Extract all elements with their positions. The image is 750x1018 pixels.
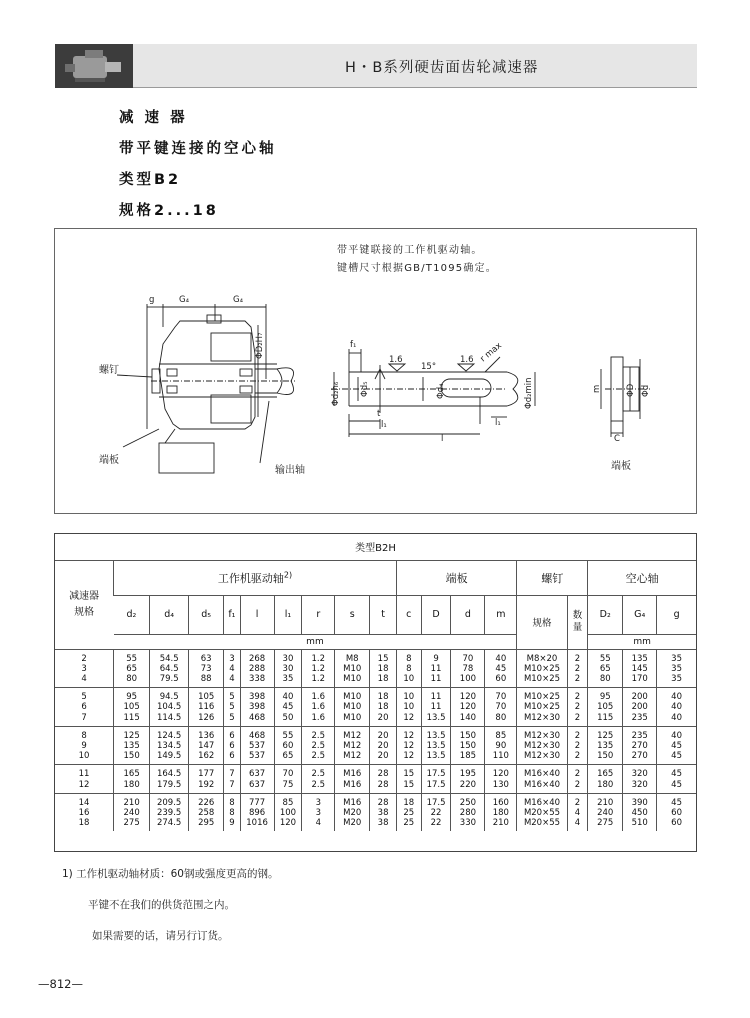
col-m: m (485, 595, 517, 634)
table-cell: 9 11 11 (421, 649, 451, 688)
col-d5: d₅ (189, 595, 224, 634)
col-f1: f₁ (224, 595, 240, 634)
table-cell: 164.5 179.5 (150, 765, 189, 793)
dim-d: Φd (641, 384, 651, 397)
table-cell: 390 450 510 (623, 793, 657, 831)
dim-g: g (149, 295, 155, 305)
table-cell: 40 45 45 (657, 726, 696, 765)
table-cell: 160 180 210 (485, 793, 517, 831)
table-cell: 5 5 5 (224, 688, 240, 727)
table-cell: 45 45 (657, 765, 696, 793)
unit-mm-hollow: mm (588, 634, 696, 649)
table-cell: 70 75 (274, 765, 302, 793)
table-cell: M8 M10 M10 (335, 649, 370, 688)
group-drive-shaft (114, 560, 397, 595)
table-cell: 5 6 7 (55, 688, 114, 727)
table-cell: M16×40 M20×55 M20×55 (517, 793, 567, 831)
table-cell: M16 M20 M20 (335, 793, 370, 831)
drawing-note-2: 键槽尺寸根据GB/T1095确定。 (337, 263, 497, 274)
table-cell: 70 70 80 (485, 688, 517, 727)
col-D: D (421, 595, 451, 634)
table-cell: 235 270 270 (623, 726, 657, 765)
heading-size: 规格2...18 (119, 203, 219, 219)
table-cell: 40 40 40 (657, 688, 696, 727)
table-cell: 15 18 18 (370, 649, 397, 688)
table-cell: 13.5 13.5 13.5 (421, 726, 451, 765)
table-cell: 124.5 134.5 149.5 (150, 726, 189, 765)
table-body (55, 649, 696, 831)
table-cell: 250 280 330 (451, 793, 485, 831)
drawing-note-1: 带平键联接的工作机驱动轴。 (337, 245, 483, 256)
table-cell: 1.2 1.2 1.2 (302, 649, 335, 688)
table-cell: M10×25 M10×25 M12×30 (517, 688, 567, 727)
col-s: s (335, 595, 370, 634)
unit-mm-shaft: mm (114, 634, 517, 649)
table-cell: 95 105 115 (114, 688, 150, 727)
table-cell: 320 320 (623, 765, 657, 793)
heading-type: 类型B2 (119, 172, 182, 188)
table-cell: 8 8 10 (396, 649, 421, 688)
table-cell: 2 4 4 (567, 793, 588, 831)
table-cell: 165 180 (588, 765, 623, 793)
table-cell: M16 M16 (335, 765, 370, 793)
table-cell: 105 116 126 (189, 688, 224, 727)
table-cell: 165 180 (114, 765, 150, 793)
table-cell: 6 6 6 (224, 726, 240, 765)
table-cell: 14 16 18 (55, 793, 114, 831)
col-g: g (657, 595, 696, 634)
dimension-table-frame (54, 533, 697, 852)
table-row (55, 726, 696, 765)
table-cell: M12×30 M12×30 M12×30 (517, 726, 567, 765)
table-cell: 85 90 110 (485, 726, 517, 765)
table-cell: 398 398 468 (240, 688, 274, 727)
table-cell: 3 4 4 (224, 649, 240, 688)
table-cell: 210 240 275 (114, 793, 150, 831)
table-cell: 40 45 50 (274, 688, 302, 727)
table-cell: 85 100 120 (274, 793, 302, 831)
col-reducer-size: 减速器 规格 (55, 560, 114, 649)
table-cell: 11 11 13.5 (421, 688, 451, 727)
group-drive-shaft-footnote: 2) (283, 569, 293, 579)
table-cell: 3 3 4 (302, 793, 335, 831)
col-screw-spec: 规格 (517, 595, 567, 649)
group-drive-shaft-label: 工作机驱动轴 (217, 571, 284, 585)
reducer-thumbnail (55, 44, 133, 88)
table-cell: 28 28 (370, 765, 397, 793)
dim-roughness-2: 1.6 (460, 355, 474, 365)
table-cell: 2 2 2 (567, 688, 588, 727)
table-cell: 54.5 64.5 79.5 (150, 649, 189, 688)
col-screw-qty: 数 量 (567, 595, 588, 649)
table-title: 类型B2H (55, 534, 696, 560)
table-cell: 95 105 115 (588, 688, 623, 727)
table-cell: 2 3 4 (55, 649, 114, 688)
dim-rmax: r max (478, 340, 504, 365)
table-cell: 120 130 (485, 765, 517, 793)
table-row (55, 793, 696, 831)
table-cell: 8 9 10 (55, 726, 114, 765)
table-cell: 40 45 60 (485, 649, 517, 688)
group-endplate: 端板 (396, 560, 516, 595)
dim-d2min: Φd₂min (524, 377, 534, 409)
col-D2: D₂ (588, 595, 623, 634)
dim-d5: Φd₅ (360, 381, 370, 397)
table-cell: 195 220 (451, 765, 485, 793)
table-cell: 18 18 20 (370, 688, 397, 727)
dim-g4-left: G₄ (179, 295, 189, 305)
table-cell: M16×40 M16×40 (517, 765, 567, 793)
dim-f1: f₁ (350, 340, 357, 350)
table-cell: 11 12 (55, 765, 114, 793)
label-endplate-right: 端板 (611, 461, 631, 472)
label-endplate-left: 端板 (99, 455, 119, 466)
table-cell: 17.5 22 22 (421, 793, 451, 831)
footnote-material: 1) 工作机驱动轴材质：60钢或强度更高的钢。 (62, 868, 279, 880)
table-cell: 125 135 150 (114, 726, 150, 765)
technical-drawing-frame (54, 228, 697, 514)
table-cell: 150 150 185 (451, 726, 485, 765)
table-cell: 268 288 338 (240, 649, 274, 688)
table-cell: M12 M12 M12 (335, 726, 370, 765)
table-cell: 209.5 239.5 274.5 (150, 793, 189, 831)
table-cell: 120 120 140 (451, 688, 485, 727)
col-l: l (240, 595, 274, 634)
footnote-key-scope: 平键不在我们的供货范围之内。 (88, 899, 235, 911)
col-l1: l₁ (274, 595, 302, 634)
dim-l1-left: l₁ (381, 420, 387, 430)
col-r: r (302, 595, 335, 634)
table-cell: 226 258 295 (189, 793, 224, 831)
dim-c: C (614, 434, 620, 444)
table-cell: 10 10 12 (396, 688, 421, 727)
header-banner (55, 44, 697, 88)
table-cell: 2 2 (567, 765, 588, 793)
col-d2: d₂ (114, 595, 150, 634)
table-cell: 55 65 80 (588, 649, 623, 688)
col-c: c (396, 595, 421, 634)
dim-l1-right: l₁ (495, 418, 501, 428)
col-t: t (370, 595, 397, 634)
page-title: H・B系列硬齿面齿轮减速器 (345, 60, 539, 76)
dim-d4: Φd₄ (436, 383, 446, 399)
table-cell: 200 200 235 (623, 688, 657, 727)
table-cell: 468 537 537 (240, 726, 274, 765)
table-cell: 777 896 1016 (240, 793, 274, 831)
table-cell: 20 20 20 (370, 726, 397, 765)
table-cell: 2.5 2.5 (302, 765, 335, 793)
table-cell: 12 12 12 (396, 726, 421, 765)
heading-hollow-shaft: 带平键连接的空心轴 (119, 141, 277, 157)
table-cell: M10 M10 M10 (335, 688, 370, 727)
dim-d2h6: Φd₂h₆ (331, 381, 341, 406)
table-cell: 70 78 100 (451, 649, 485, 688)
table-row (55, 765, 696, 793)
table-cell: 136 147 162 (189, 726, 224, 765)
table-cell: 177 192 (189, 765, 224, 793)
table-cell: 94.5 104.5 114.5 (150, 688, 189, 727)
col-G4: G₄ (623, 595, 657, 634)
dim-t: t (377, 409, 381, 419)
table-cell: 17.5 17.5 (421, 765, 451, 793)
table-cell: 55 60 65 (274, 726, 302, 765)
table-cell: 35 35 35 (657, 649, 696, 688)
col-d4: d₄ (150, 595, 189, 634)
table-cell: 63 73 88 (189, 649, 224, 688)
table-cell: 8 8 9 (224, 793, 240, 831)
dimension-table (55, 534, 696, 831)
table-cell: 7 7 (224, 765, 240, 793)
table-cell: 55 65 80 (114, 649, 150, 688)
table-cell: 1.6 1.6 1.6 (302, 688, 335, 727)
dim-l: l (441, 434, 444, 444)
table-cell: 2 2 2 (567, 726, 588, 765)
dim-d2h7: ΦD₂H₇ (255, 332, 265, 359)
table-cell: 125 135 150 (588, 726, 623, 765)
dim-m: m (592, 384, 602, 393)
table-cell: 637 637 (240, 765, 274, 793)
dim-angle: 15° (421, 362, 437, 372)
table-cell: 28 38 38 (370, 793, 397, 831)
group-screw: 螺钉 (517, 560, 588, 595)
label-screw: 螺钉 (99, 365, 119, 376)
group-hollow-shaft: 空心轴 (588, 560, 696, 595)
hollow-shaft-drawing (55, 229, 698, 515)
table-cell: 15 15 (396, 765, 421, 793)
heading-reducer: 减 速 器 (119, 110, 188, 126)
page-number: —812— (38, 977, 83, 991)
table-row (55, 688, 696, 727)
footnote-order: 如果需要的话，请另行订货。 (92, 930, 229, 942)
table-cell: 135 145 170 (623, 649, 657, 688)
table-row (55, 649, 696, 688)
label-output-shaft: 输出轴 (275, 465, 305, 476)
table-cell: 2.5 2.5 2.5 (302, 726, 335, 765)
table-cell: 45 60 60 (657, 793, 696, 831)
dim-D: ΦD (626, 383, 636, 397)
dim-g4-right: G₄ (233, 295, 243, 305)
table-cell: 210 240 275 (588, 793, 623, 831)
table-cell: 2 2 2 (567, 649, 588, 688)
table-cell: 30 30 35 (274, 649, 302, 688)
col-d: d (451, 595, 485, 634)
table-cell: M8×20 M10×25 M10×25 (517, 649, 567, 688)
dim-roughness-1: 1.6 (389, 355, 403, 365)
table-cell: 18 25 25 (396, 793, 421, 831)
